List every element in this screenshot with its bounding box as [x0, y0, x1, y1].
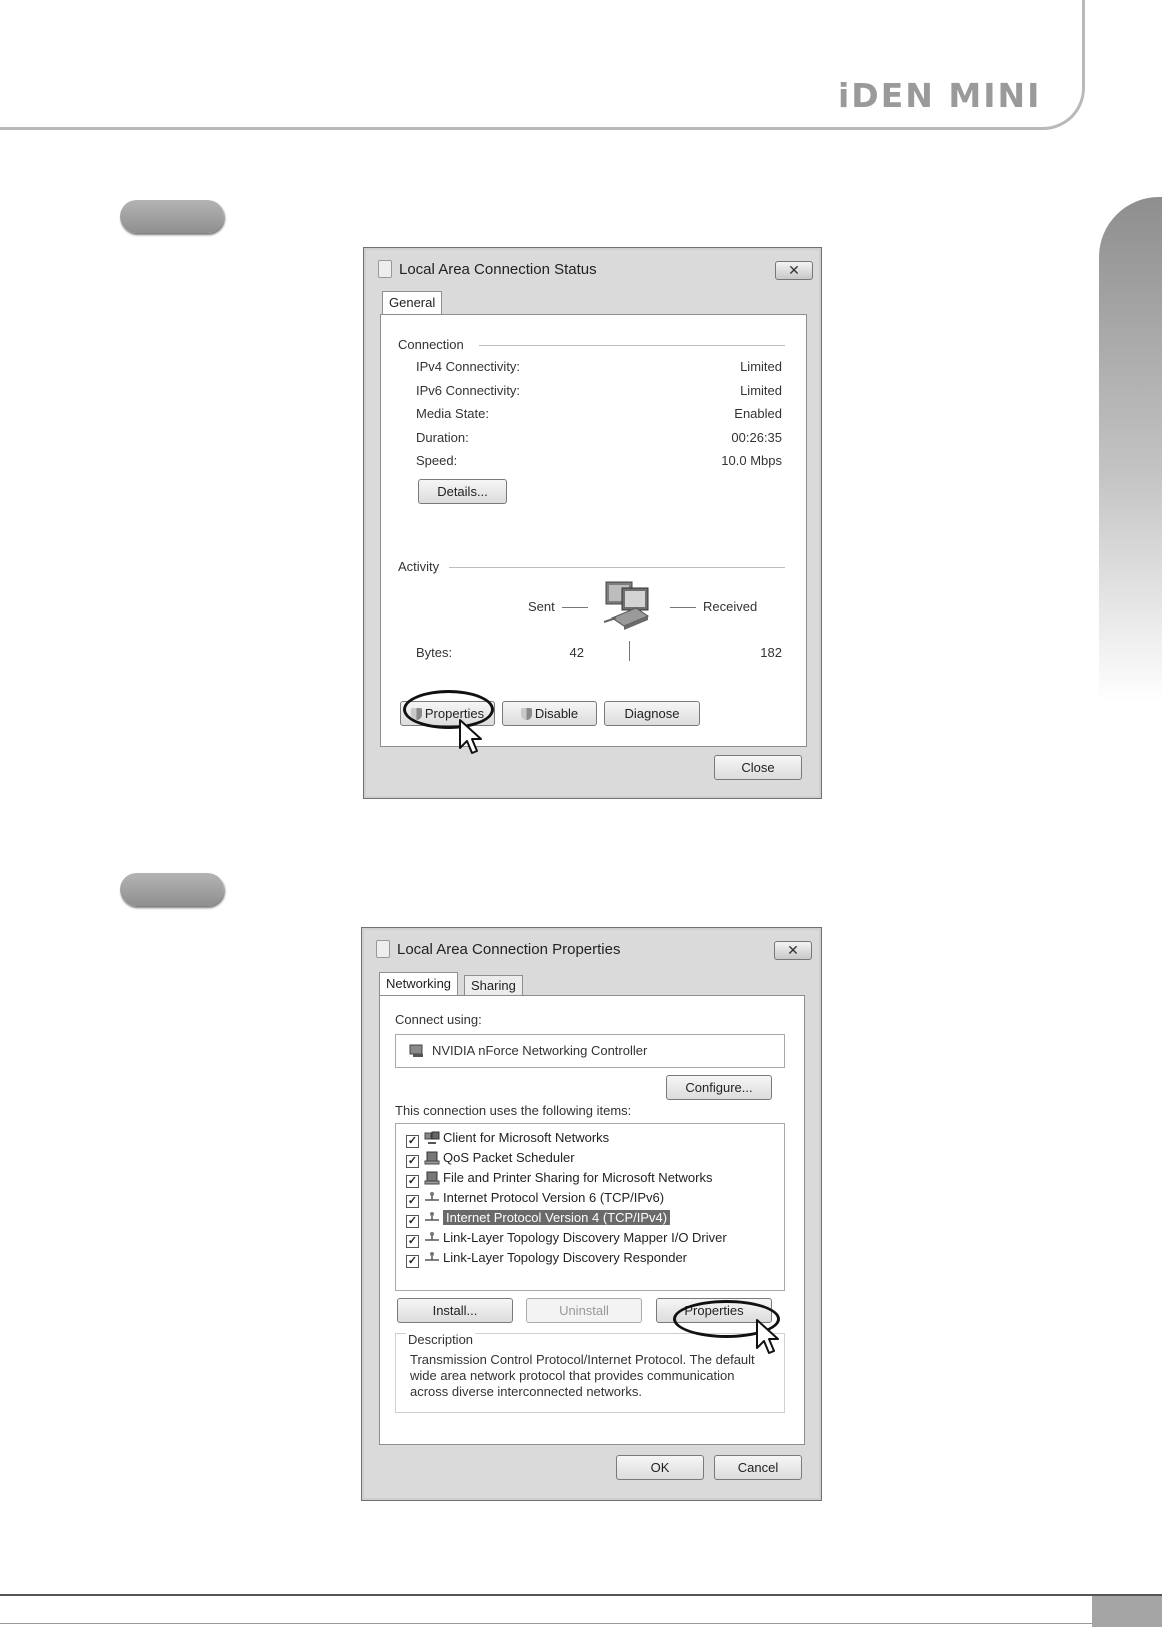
- description-line: across diverse interconnected networks.: [410, 1384, 642, 1399]
- page-number-box: [1092, 1596, 1162, 1627]
- install-button[interactable]: Install...: [397, 1298, 513, 1323]
- general-panel: [380, 314, 807, 747]
- ok-button[interactable]: OK: [616, 1455, 704, 1480]
- disable-button-label: Disable: [534, 706, 579, 721]
- properties-dialog-title: Local Area Connection Properties: [397, 941, 621, 958]
- checkbox[interactable]: ✓: [407, 1175, 418, 1187]
- item-label: Client for Microsoft Networks: [443, 1130, 610, 1145]
- received-label: Received: [703, 599, 758, 614]
- media-state-value: Enabled: [734, 406, 782, 421]
- list-item[interactable]: [406, 1128, 609, 1148]
- protocol-icon: [424, 1191, 440, 1205]
- adapter-name: NVIDIA nForce Networking Controller: [432, 1043, 648, 1058]
- uninstall-button: Uninstall: [526, 1298, 642, 1323]
- checkbox[interactable]: ✓: [407, 1155, 418, 1167]
- disable-button[interactable]: [502, 701, 597, 726]
- connection-group-divider: [479, 345, 785, 346]
- checkbox[interactable]: ✓: [407, 1255, 418, 1267]
- bytes-received-value: 182: [760, 645, 782, 660]
- checkbox[interactable]: ✓: [407, 1235, 418, 1247]
- step-pill-2: [120, 873, 224, 906]
- list-item-selected[interactable]: [406, 1208, 670, 1228]
- connect-using-label: Connect using:: [395, 1012, 482, 1027]
- checkbox[interactable]: ✓: [407, 1135, 418, 1147]
- sent-line: [562, 607, 588, 608]
- item-label: QoS Packet Scheduler: [443, 1150, 575, 1165]
- shield-icon: [521, 708, 532, 720]
- side-tab: [1099, 197, 1162, 702]
- items-label: This connection uses the following items:: [395, 1103, 632, 1118]
- connection-group-label: Connection: [398, 337, 464, 352]
- networking-panel: [379, 995, 805, 1445]
- list-item[interactable]: [406, 1248, 687, 1268]
- tab-general[interactable]: General: [382, 291, 442, 315]
- close-icon[interactable]: ✕: [775, 261, 813, 280]
- checkbox[interactable]: ✓: [407, 1195, 418, 1207]
- speed-value: 10.0 Mbps: [721, 453, 782, 468]
- mouse-cursor-icon: [755, 1318, 781, 1356]
- mouse-cursor-icon: [458, 718, 484, 756]
- cancel-button[interactable]: Cancel: [714, 1455, 802, 1480]
- ipv4-value: Limited: [740, 359, 782, 374]
- items-list[interactable]: [395, 1123, 785, 1291]
- duration-label: Duration:: [416, 430, 469, 445]
- bytes-divider: [629, 641, 630, 661]
- tab-sharing[interactable]: Sharing: [464, 975, 523, 996]
- list-item[interactable]: [406, 1228, 727, 1248]
- item-label: File and Printer Sharing for Microsoft Networks: [443, 1170, 713, 1185]
- list-item[interactable]: [406, 1148, 575, 1168]
- list-item[interactable]: [406, 1168, 712, 1188]
- network-card-icon: [408, 1043, 426, 1059]
- description-line: wide area network protocol that provides communication: [410, 1368, 735, 1383]
- item-properties-button[interactable]: Properties: [656, 1298, 772, 1323]
- item-label: Internet Protocol Version 4 (TCP/IPv4): [443, 1210, 670, 1225]
- item-label: Link-Layer Topology Discovery Responder: [443, 1250, 687, 1265]
- status-dialog-title: Local Area Connection Status: [399, 261, 597, 278]
- network-client-icon: [424, 1131, 440, 1145]
- description-label: Description: [408, 1332, 474, 1347]
- service-icon: [424, 1151, 440, 1165]
- bytes-label: Bytes:: [416, 645, 453, 660]
- protocol-icon: [424, 1231, 440, 1245]
- protocol-icon: [424, 1211, 440, 1225]
- received-line: [670, 607, 696, 608]
- properties-dialog: [361, 927, 822, 1501]
- duration-value: 00:26:35: [731, 430, 782, 445]
- bytes-sent-value: 42: [569, 645, 584, 660]
- activity-group-divider: [449, 567, 785, 568]
- sent-label: Sent: [528, 599, 555, 614]
- ipv6-label: IPv6 Connectivity:: [416, 383, 521, 398]
- media-state-label: Media State:: [416, 406, 489, 421]
- ipv4-label: IPv4 Connectivity:: [416, 359, 521, 374]
- item-label: Link-Layer Topology Discovery Mapper I/O Driver: [443, 1230, 727, 1245]
- details-button[interactable]: Details...: [418, 479, 507, 504]
- close-icon[interactable]: ✕: [774, 941, 812, 960]
- diagnose-button[interactable]: Diagnose: [604, 701, 700, 726]
- footer-line-bottom: [0, 1623, 1162, 1624]
- description-line: Transmission Control Protocol/Internet Protocol. The default: [410, 1352, 755, 1367]
- checkbox[interactable]: ✓: [407, 1215, 418, 1227]
- network-adapter-icon: [376, 940, 390, 958]
- item-label: Internet Protocol Version 6 (TCP/IPv6): [443, 1190, 665, 1205]
- close-button[interactable]: Close: [714, 755, 802, 780]
- network-adapter-icon: [378, 260, 392, 278]
- properties-button-label: Properties: [424, 706, 485, 721]
- footer-line: [0, 1594, 1162, 1596]
- description-box: [395, 1333, 785, 1413]
- list-item[interactable]: [406, 1188, 664, 1208]
- activity-group-label: Activity: [398, 559, 440, 574]
- step-pill-1: [120, 200, 224, 233]
- configure-button[interactable]: Configure...: [666, 1075, 772, 1100]
- service-icon: [424, 1171, 440, 1185]
- brand-logo: iDEN MINI: [838, 76, 1042, 115]
- protocol-icon: [424, 1251, 440, 1265]
- ipv6-value: Limited: [740, 383, 782, 398]
- speed-label: Speed:: [416, 453, 458, 468]
- network-computers-icon: [596, 578, 662, 636]
- adapter-field: [395, 1034, 785, 1068]
- tab-networking[interactable]: Networking: [379, 972, 458, 996]
